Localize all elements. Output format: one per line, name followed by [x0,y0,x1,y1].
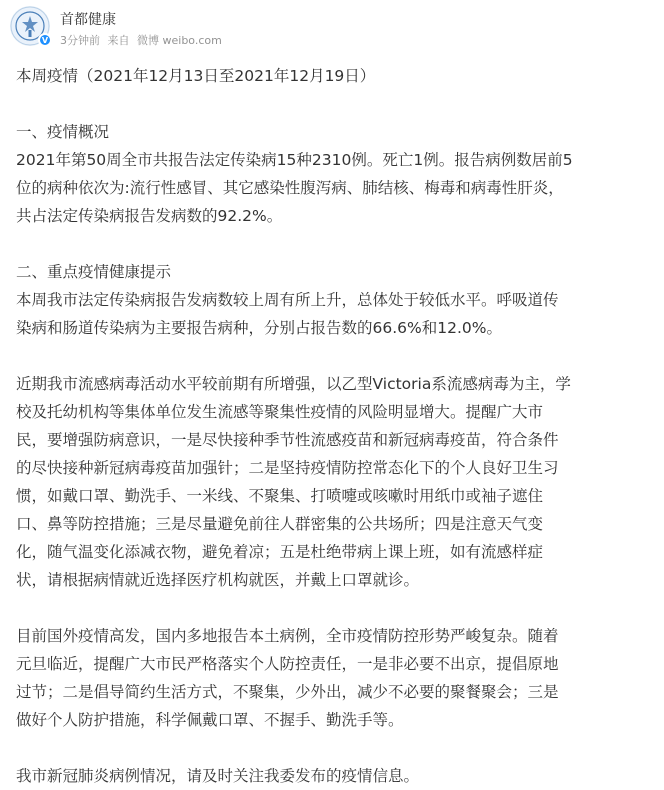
text-line: 目前国外疫情高发，国内多地报告本土病例，全市疫情防控形势严峻复杂。随着 [16,627,559,645]
text-line: 本周我市法定传染病报告发病数较上周有所上升，总体处于较低水平。呼吸道传 [16,291,559,309]
text-line: 共占法定传染病报告发病数的92.2%。 [16,207,283,225]
text-line: 状，请根据病情就近选择医疗机构就医，并戴上口罩就诊。 [16,571,420,589]
svg-text:V: V [41,36,49,45]
text-line: 位的病种依次为:流行性感冒、其它感染性腹泻病、肺结核、梅毒和病毒性肝炎， [16,179,564,197]
text-line: 民，要增强防病意识，一是尽快接种季节性流感疫苗和新冠病毒疫苗，符合条件 [16,431,559,449]
section-heading: 二、重点疫情健康提示 [16,263,172,281]
post-source[interactable]: 微博 weibo.com [137,34,222,47]
section-heading: 一、疫情概况 [16,123,110,141]
account-name[interactable]: 首都健康 [60,12,116,28]
post-body [16,62,652,790]
verified-badge-icon [38,33,52,47]
post-time[interactable]: 3分钟前 [60,34,100,47]
paragraph-gap [16,342,652,370]
paragraph-gap [16,734,652,762]
text-line: 元旦临近，提醒广大市民严格落实个人防控责任，一是非必要不出京，提倡原地 [16,655,559,673]
post-meta [60,32,226,48]
text-line: 近期我市流感病毒活动水平较前期有所增强，以乙型Victoria系流感病毒为主，学 [16,375,571,393]
source-prefix: 来自 [107,34,130,47]
paragraph-gap [16,594,652,622]
text-line: 化，随气温变化添减衣物，避免着凉；五是杜绝带病上课上班，如有流感样症 [16,543,544,561]
text-line: 过节；二是倡导简约生活方式，不聚集，少外出，减少不必要的聚餐聚会；三是 [16,683,559,701]
text-line: 2021年第50周全市共报告法定传染病15种2310例。死亡1例。报告病例数居前5 [16,151,573,169]
text-line: 校及托幼机构等集体单位发生流感等聚集性疫情的风险明显增大。提醒广大市 [16,403,544,421]
paragraph-gap [16,90,652,118]
closing-line: 我市新冠肺炎病例情况，请及时关注我委发布的疫情信息。 [16,767,420,785]
text-line: 口、鼻等防控措施；三是尽量避免前往人群密集的公共场所；四是注意天气变 [16,515,544,533]
post-title: 本周疫情（2021年12月13日至2021年12月19日） [16,67,376,85]
text-line: 染病和肠道传染病为主要报告病种，分别占报告数的66.6%和12.0%。 [16,319,502,337]
text-line: 做好个人防护措施，科学佩戴口罩、不握手、勤洗手等。 [16,711,404,729]
paragraph-gap [16,230,652,258]
post-header [10,6,650,50]
text-line: 惯，如戴口罩、勤洗手、一米线、不聚集、打喷嚏或咳嗽时用纸巾或袖子遮住 [16,487,544,505]
text-line: 的尽快接种新冠病毒疫苗加强针；二是坚持疫情防控常态化下的个人良好卫生习 [16,459,559,477]
